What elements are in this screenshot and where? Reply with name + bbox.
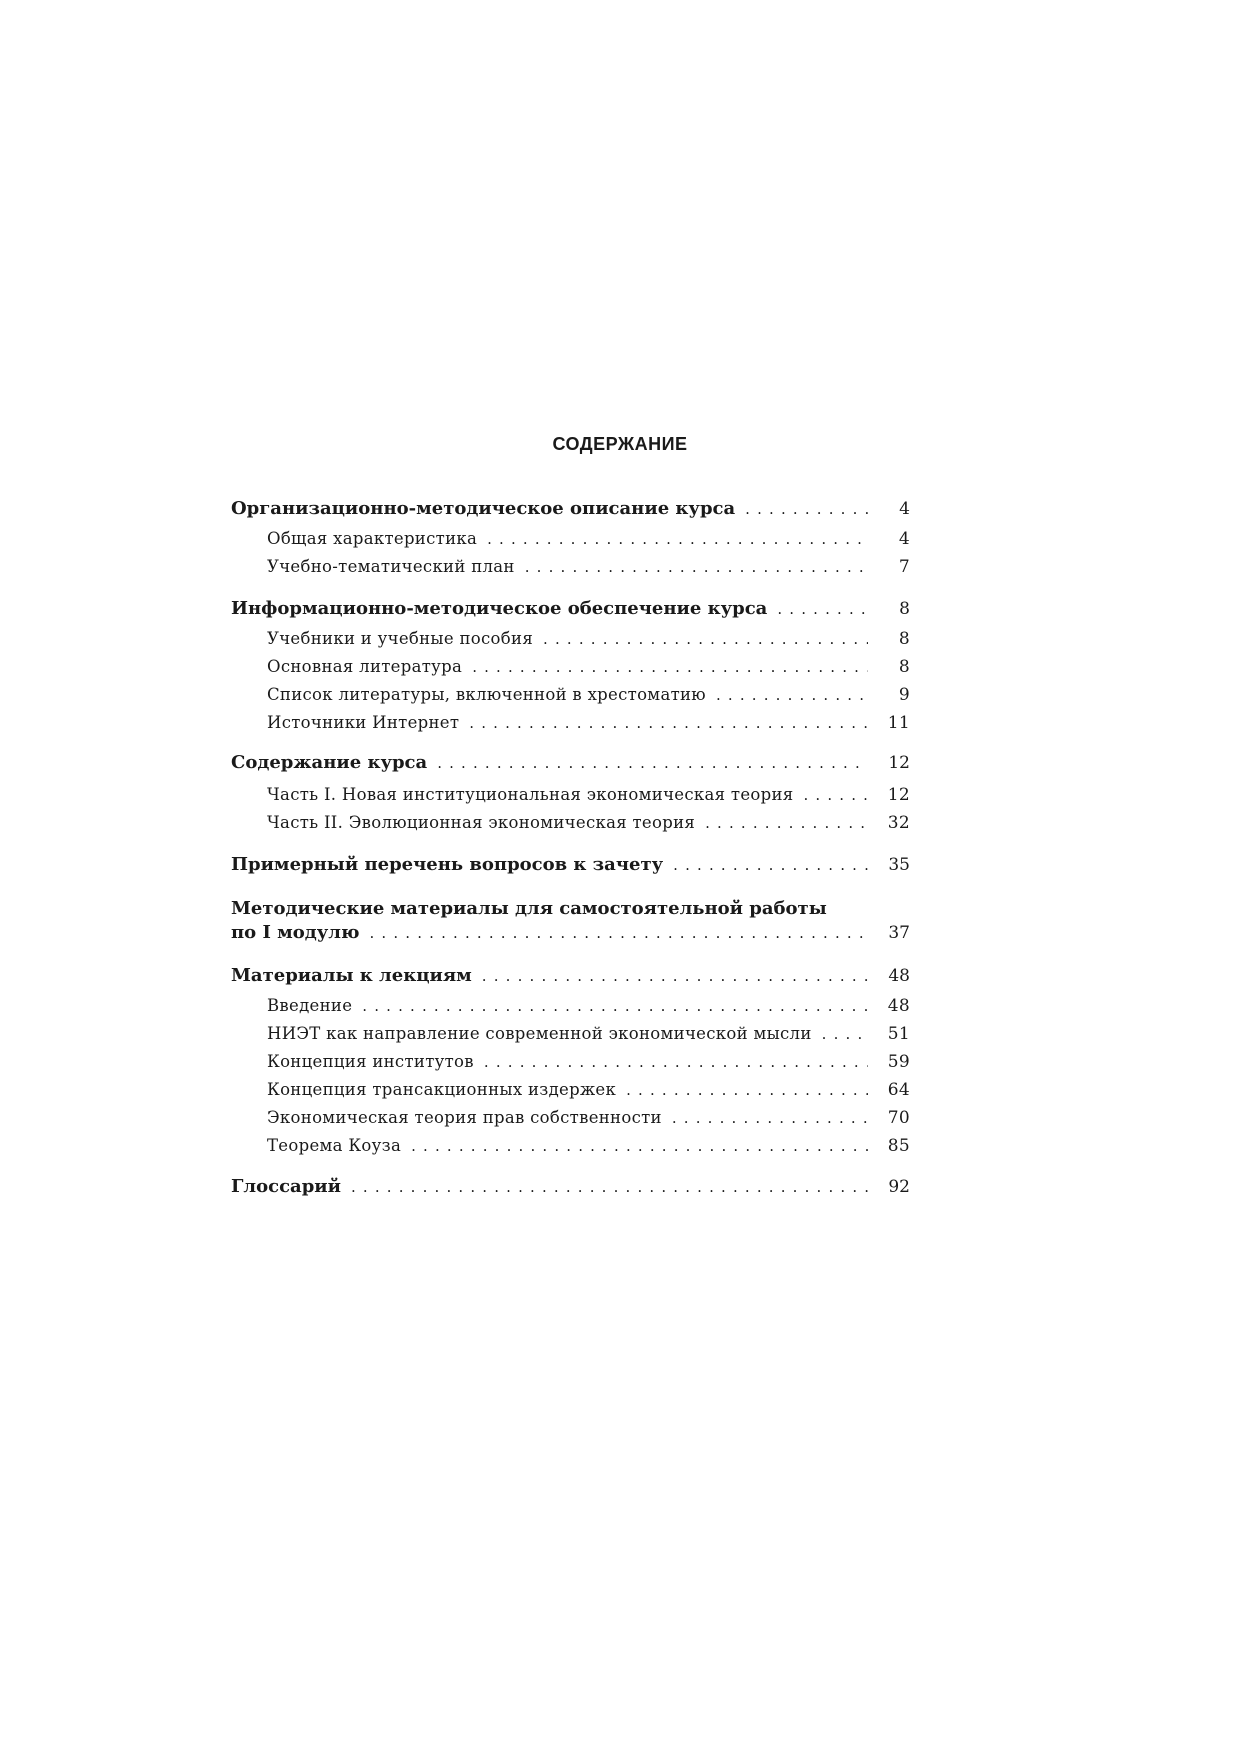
toc-entry-title: Содержание курса [231,752,428,773]
toc-entry-page: 48 [887,996,910,1016]
toc-entry-title: Глоссарий [231,1176,341,1197]
toc-entry[interactable] [231,554,910,580]
toc-leader-dots [411,1133,868,1159]
toc-entry-title: Источники Интернет [267,713,460,732]
toc-entry-page: 51 [887,1024,910,1044]
toc-entry[interactable] [231,710,910,736]
toc-entry[interactable] [231,496,910,522]
toc-leader-dots [745,496,868,522]
toc-entry[interactable] [231,782,910,808]
toc-leader-dots [484,1049,868,1075]
toc-entry-page: 8 [898,629,910,649]
toc-leader-dots [472,654,868,680]
toc-entry-page: 48 [888,966,910,986]
toc-entry-page: 8 [899,599,910,619]
toc-entry[interactable] [231,1021,910,1047]
toc-entry-title: Список литературы, включенной в хрестоматию [267,685,706,704]
toc-entry-title: Информационно-методическое обеспечение курса [231,598,768,619]
toc-entry[interactable] [231,920,910,946]
toc-entry[interactable] [231,1105,910,1131]
toc-leader-dots [351,1174,868,1200]
toc-leader-dots [543,626,868,652]
toc-leader-dots [716,682,868,708]
toc-entry[interactable] [231,654,910,680]
toc-leader-dots [525,554,868,580]
toc-entry-title: Примерный перечень вопросов к зачету [231,854,664,875]
toc-entry-title: Общая характеристика [267,529,478,548]
toc-entry-page: 4 [898,529,910,549]
toc-entry-page: 12 [888,753,910,773]
toc-entry-title: Теорема Коуза [267,1136,402,1155]
toc-entry-page: 8 [898,657,910,677]
toc-entry[interactable] [231,963,910,989]
toc-entry-page: 32 [887,813,910,833]
toc-entry[interactable] [231,852,910,878]
toc-leader-dots [469,710,868,736]
toc-entry-title: по I модулю [231,922,360,943]
toc-entry-page: 85 [887,1136,910,1156]
page-title: СОДЕРЖАНИЕ [552,434,688,454]
toc-entry[interactable] [231,1174,910,1200]
toc-entry-title-line1: Методические материалы для самостоятельной работы [231,898,827,919]
toc-entry[interactable] [231,1077,910,1103]
toc-entry-title: Введение [267,996,353,1015]
toc-leader-dots [362,993,868,1019]
toc-entry-page: 4 [899,499,910,519]
toc-leader-dots [804,782,869,808]
toc-entry-page: 12 [887,785,910,805]
toc-leader-dots [673,852,868,878]
toc-entry-page: 7 [898,557,910,577]
toc-leader-dots [482,963,868,989]
toc-leader-dots [369,920,868,946]
toc-entry-title: Учебно-тематический план [267,557,515,576]
toc-entry-page: 59 [887,1052,910,1072]
toc-entry[interactable] [231,596,910,622]
toc-leader-dots [705,810,868,836]
toc-entry-title: НИЭТ как направление современной экономической мысли [267,1024,812,1043]
toc-leader-dots [822,1021,868,1047]
toc-leader-dots [626,1077,868,1103]
toc-entry-title: Основная литература [267,657,463,676]
toc-entry[interactable] [231,626,910,652]
toc-entry-title: Организационно-методическое описание курса [231,498,736,519]
toc-leader-dots [777,596,868,622]
toc-entry-title: Концепция трансакционных издержек [267,1080,617,1099]
toc-entry[interactable] [231,526,910,552]
toc-entry[interactable] [231,682,910,708]
toc-entry-title: Концепция институтов [267,1052,474,1071]
toc-entry[interactable] [231,750,910,776]
toc-entry-title: Материалы к лекциям [231,965,472,986]
toc-entry[interactable] [231,1133,910,1159]
toc-entry-page: 11 [887,713,910,733]
toc-entry-title: Экономическая теория прав собственности [267,1108,662,1127]
toc-entry-page: 37 [888,923,910,943]
toc-entry-page: 92 [888,1177,910,1197]
toc-entry-page: 64 [887,1080,910,1100]
toc-entry-title: Часть II. Эволюционная экономическая теория [267,813,696,832]
toc-entry[interactable] [231,810,910,836]
toc-entry[interactable] [231,1049,910,1075]
toc-entry-title: Учебники и учебные пособия [267,629,534,648]
toc-entry-page: 35 [888,855,910,875]
toc-leader-dots [672,1105,868,1131]
toc-entry-title: Часть I. Новая институциональная экономическая теория [267,785,794,804]
toc-entry-page: 70 [887,1108,910,1128]
toc-entry-page: 9 [898,685,910,705]
toc-entry[interactable] [231,993,910,1019]
toc-leader-dots [487,526,868,552]
toc-leader-dots [437,750,868,776]
